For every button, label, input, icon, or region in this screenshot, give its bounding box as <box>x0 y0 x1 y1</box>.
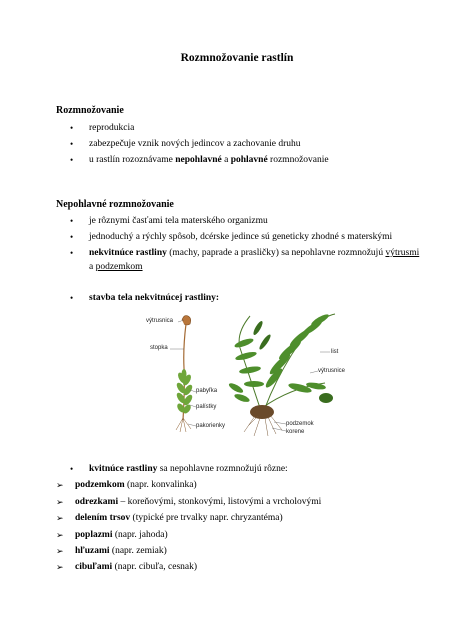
plant-structure-figure <box>140 308 360 440</box>
label-vytrusnica: výtrusnica <box>146 318 174 324</box>
arrow-bullet-icon: ➢ <box>56 546 64 556</box>
section-heading-nepohlavne: Nepohlavné rozmnožovanie <box>56 199 174 210</box>
bullet-icon: • <box>70 139 74 149</box>
bullet-icon: • <box>70 232 74 242</box>
bullet-icon: • <box>70 248 74 258</box>
bullet-icon: • <box>70 464 74 474</box>
label-pakorienky: pakorienky <box>196 423 226 429</box>
bullet-icon: • <box>70 155 74 165</box>
bullet-icon: • <box>70 216 74 226</box>
bullet-icon: • <box>70 293 74 303</box>
label-pabylka: pabyľka <box>196 388 218 394</box>
label-palistky: palístky <box>196 404 217 410</box>
fern-illustration <box>228 312 335 436</box>
label-vytrusnice: výtrusnice <box>318 368 346 374</box>
arrow-bullet-icon: ➢ <box>56 530 64 540</box>
label-korene: korene <box>286 429 305 435</box>
label-podzemok: podzemok <box>286 421 314 427</box>
arrow-bullet-icon: ➢ <box>56 480 64 490</box>
bullet-icon: • <box>70 123 74 133</box>
section-heading-rozmnozovanie: Rozmnožovanie <box>56 105 124 116</box>
page-title: Rozmnožovanie rastlín <box>180 52 294 64</box>
arrow-bullet-icon: ➢ <box>56 513 64 523</box>
label-list: list <box>331 349 339 355</box>
arrow-bullet-icon: ➢ <box>56 497 64 507</box>
label-stopka: stopka <box>150 345 168 351</box>
arrow-bullet-icon: ➢ <box>56 562 64 572</box>
moss-illustration <box>170 316 196 433</box>
